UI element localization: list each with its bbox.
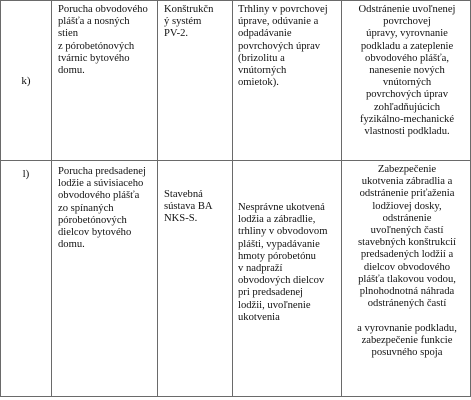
- column-divider: [341, 0, 342, 397]
- table-top-border: [0, 0, 471, 1]
- row-label-k: k): [21, 75, 31, 87]
- damage-manifestation: Nesprávne ukotvená lodžia a zábradlie, trhliny v obvodovom plášti, vypadávanie hmoty pórobetónu v nadpraží obvodových dielcov pri predsadenej lodžii, uvoľnenie ukotvenia: [238, 202, 328, 323]
- table-bottom-border: [0, 396, 471, 397]
- row-divider: [0, 160, 471, 161]
- remediation-method: Zabezpečenie ukotvenia zábradlia a odstránenie priťaženia lodžiovej dosky, odstránenie uvoľnených častí stavebných konštrukcií predsadených lodžií a dielcov obvodového plášťa tlakovou vodou, plnohodnotná náhrada odstránených častí a vyrovnanie podkladu, zabezpečenie funkcie posuvného spoja: [357, 164, 457, 359]
- row-label-l: l): [22, 168, 30, 180]
- table-left-border: [0, 0, 1, 397]
- damage-manifestation: Trhliny v povrchovej úprave, odúvanie a odpadávanie povrchových úprav (brizolitu a vnútorných omietok).: [238, 4, 328, 89]
- column-divider: [157, 0, 158, 397]
- defect-description: Porucha predsadenej lodžie a súvisiaceho obvodového plášťa zo spínaných pórobetónových dielcov bytového domu.: [58, 166, 146, 251]
- column-divider: [51, 0, 52, 397]
- remediation-method: Odstránenie uvoľnenej povrchovej úpravy, vyrovnanie podkladu a zateplenie obvodového plášťa, nanesenie nových vnútorných povrchových úprav zohľadňujúcich fyzikálno-mechanické vlastnosti podkladu.: [358, 4, 456, 138]
- defect-description: Porucha obvodového plášťa a nosných stien z pórobetónových tvárnic bytového domu.: [58, 4, 148, 77]
- construction-system: Stavebná sústava BA NKS-S.: [164, 189, 213, 225]
- column-divider: [232, 0, 233, 397]
- construction-system: Konštrukčn ý systém PV-2.: [164, 4, 214, 40]
